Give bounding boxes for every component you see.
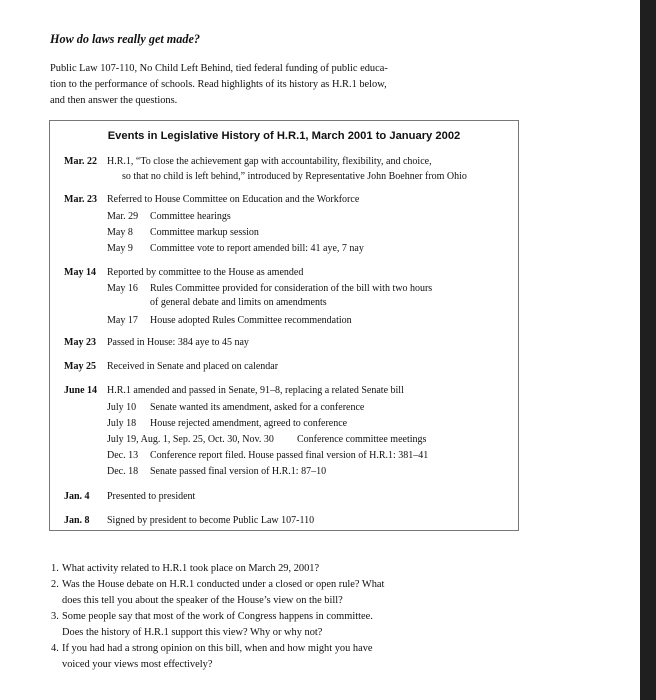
event-text: Committee vote to report amended bill: 41 aye, 7 nay — [150, 243, 364, 254]
event-text: Senate wanted its amendment, asked for a conference — [150, 402, 365, 413]
box-title: Events in Legislative History of H.R.1, March 2001 to January 2002 — [107, 130, 461, 142]
event-text: Committee hearings — [150, 211, 231, 222]
intro-line: and then answer the questions. — [50, 95, 178, 106]
question-text: Does the history of H.R.1 support this view? Why or why not? — [62, 627, 323, 638]
event-date: Mar. 29 — [107, 211, 139, 222]
event-text: Reported by committee to the House as amended — [107, 267, 304, 278]
question-text: does this tell you about the speaker of the House’s view on the bill? — [62, 595, 343, 606]
event-date: July 18 — [107, 418, 137, 429]
page-heading: How do laws really get made? — [50, 32, 200, 46]
window-edge — [640, 0, 656, 700]
question-number: 4. — [51, 643, 59, 654]
question-item — [51, 641, 451, 673]
question-text: If you had had a strong opinion on this bill, when and how might you have — [62, 643, 373, 654]
event-date: May 25 — [64, 361, 96, 372]
legislative-history-box — [49, 120, 519, 531]
intro-paragraph — [50, 61, 450, 109]
event-text: so that no child is left behind,” introduced by Representative John Boehner from Ohio — [122, 171, 467, 182]
event-date: May 23 — [64, 337, 96, 348]
event-text: of general debate and limits on amendments — [150, 297, 327, 308]
question-text: Was the House debate on H.R.1 conducted under a closed or open rule? What — [62, 579, 385, 590]
event-text: Rules Committee provided for consideration of the bill with two hours — [150, 283, 433, 294]
event-text: Conference committee meetings — [297, 434, 427, 445]
event-date: Mar. 22 — [64, 156, 97, 167]
event-text: H.R.1, “To close the achievement gap with accountability, flexibility, and choice, — [107, 156, 432, 167]
event-date: June 14 — [64, 385, 98, 396]
event-date: July 10 — [107, 402, 137, 413]
event-text: Committee markup session — [150, 227, 259, 238]
question-item — [51, 561, 451, 577]
event-text: Signed by president to become Public Law 107-110 — [107, 515, 315, 526]
question-text: voiced your views most effectively? — [62, 659, 213, 670]
question-number: 2. — [51, 579, 59, 590]
event-text: Received in Senate and placed on calendar — [107, 361, 279, 372]
event-date: Jan. 8 — [64, 515, 90, 526]
event-date: Dec. 13 — [107, 450, 139, 461]
event-date: May 17 — [107, 315, 138, 326]
event-text: H.R.1 amended and passed in Senate, 91–8, replacing a related Senate bill — [107, 385, 404, 396]
question-number: 1. — [51, 563, 59, 574]
question-number: 3. — [51, 611, 59, 622]
question-text: What activity related to H.R.1 took place on March 29, 2001? — [62, 563, 320, 574]
event-text: Senate passed final version of H.R.1: 87–10 — [150, 466, 327, 477]
intro-line: Public Law 107-110, No Child Left Behind, tied federal funding of public educa- — [50, 63, 388, 74]
event-text: Conference report filed. House passed final version of H.R.1: 381–41 — [150, 450, 429, 461]
question-text: Some people say that most of the work of Congress happens in committee. — [62, 611, 373, 622]
event-text: House adopted Rules Committee recommendation — [150, 315, 352, 326]
event-text: Passed in House: 384 aye to 45 nay — [107, 337, 249, 348]
event-date: May 8 — [107, 227, 133, 238]
event-text: House rejected amendment, agreed to conference — [150, 418, 348, 429]
question-list — [51, 561, 451, 673]
question-item — [51, 609, 451, 641]
event-text: Referred to House Committee on Education and the Workforce — [107, 194, 360, 205]
event-date: May 9 — [107, 243, 133, 254]
event-date: Jan. 4 — [64, 491, 90, 502]
event-date: May 16 — [107, 283, 138, 294]
event-date: Dec. 18 — [107, 466, 139, 477]
event-date: July 19, Aug. 1, Sep. 25, Oct. 30, Nov. 30 — [107, 434, 274, 445]
event-date: May 14 — [64, 267, 96, 278]
event-text: Presented to president — [107, 491, 196, 502]
question-item — [51, 577, 451, 609]
intro-line: tion to the performance of schools. Read highlights of its history as H.R.1 below, — [50, 79, 387, 90]
event-date: Mar. 23 — [64, 194, 97, 205]
